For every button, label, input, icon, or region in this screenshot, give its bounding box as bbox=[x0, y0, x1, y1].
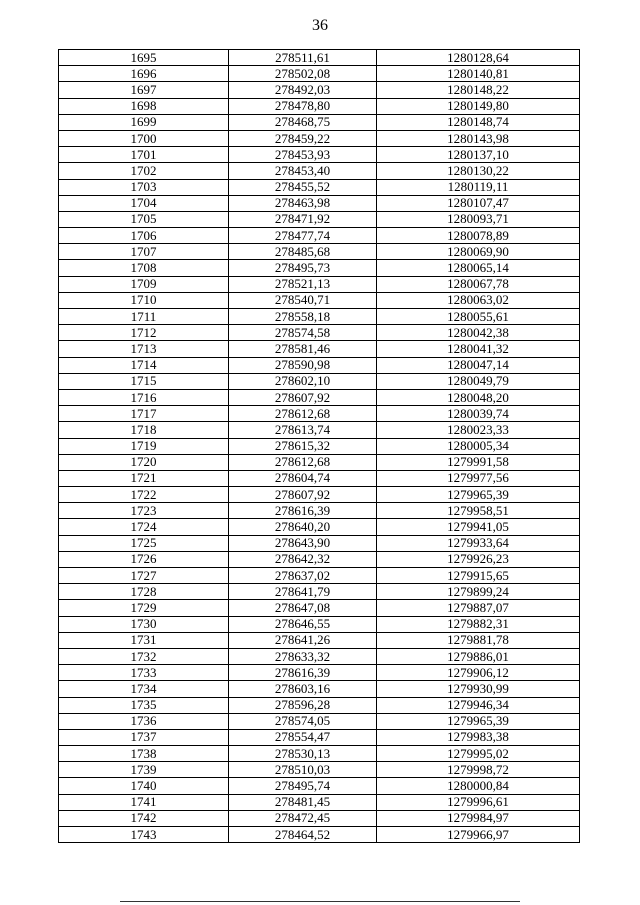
y-coordinate-cell: 1279906,12 bbox=[377, 665, 580, 681]
x-coordinate-cell: 278495,73 bbox=[229, 260, 377, 276]
y-coordinate-cell: 1280119,11 bbox=[377, 179, 580, 195]
x-coordinate-cell: 278459,22 bbox=[229, 130, 377, 146]
y-coordinate-cell: 1279965,39 bbox=[377, 487, 580, 503]
point-number-cell: 1704 bbox=[59, 195, 229, 211]
point-number-cell: 1700 bbox=[59, 130, 229, 146]
y-coordinate-cell: 1279946,34 bbox=[377, 697, 580, 713]
table-row bbox=[59, 82, 580, 98]
table-row bbox=[59, 535, 580, 551]
point-number-cell: 1718 bbox=[59, 422, 229, 438]
table-row bbox=[59, 568, 580, 584]
point-number-cell: 1711 bbox=[59, 309, 229, 325]
table-row bbox=[59, 681, 580, 697]
y-coordinate-cell: 1280078,89 bbox=[377, 228, 580, 244]
x-coordinate-cell: 278574,58 bbox=[229, 325, 377, 341]
y-coordinate-cell: 1280143,98 bbox=[377, 130, 580, 146]
x-coordinate-cell: 278613,74 bbox=[229, 422, 377, 438]
point-number-cell: 1734 bbox=[59, 681, 229, 697]
x-coordinate-cell: 278581,46 bbox=[229, 341, 377, 357]
point-number-cell: 1714 bbox=[59, 357, 229, 373]
x-coordinate-cell: 278495,74 bbox=[229, 778, 377, 794]
point-number-cell: 1695 bbox=[59, 50, 229, 66]
table-row bbox=[59, 66, 580, 82]
point-number-cell: 1729 bbox=[59, 600, 229, 616]
y-coordinate-cell: 1280005,34 bbox=[377, 438, 580, 454]
table-row bbox=[59, 746, 580, 762]
x-coordinate-cell: 278477,74 bbox=[229, 228, 377, 244]
y-coordinate-cell: 1279915,65 bbox=[377, 568, 580, 584]
table-row bbox=[59, 50, 580, 66]
table-row bbox=[59, 794, 580, 810]
y-coordinate-cell: 1280055,61 bbox=[377, 309, 580, 325]
x-coordinate-cell: 278502,08 bbox=[229, 66, 377, 82]
x-coordinate-cell: 278472,45 bbox=[229, 810, 377, 826]
table-row bbox=[59, 357, 580, 373]
y-coordinate-cell: 1280041,32 bbox=[377, 341, 580, 357]
x-coordinate-cell: 278612,68 bbox=[229, 454, 377, 470]
page-number: 36 bbox=[312, 17, 328, 34]
point-number-cell: 1710 bbox=[59, 292, 229, 308]
point-number-cell: 1738 bbox=[59, 746, 229, 762]
y-coordinate-cell: 1279941,05 bbox=[377, 519, 580, 535]
table-row bbox=[59, 729, 580, 745]
y-coordinate-cell: 1280069,90 bbox=[377, 244, 580, 260]
y-coordinate-cell: 1280047,14 bbox=[377, 357, 580, 373]
point-number-cell: 1736 bbox=[59, 713, 229, 729]
x-coordinate-cell: 278637,02 bbox=[229, 568, 377, 584]
y-coordinate-cell: 1280148,74 bbox=[377, 114, 580, 130]
point-number-cell: 1732 bbox=[59, 648, 229, 664]
point-number-cell: 1717 bbox=[59, 406, 229, 422]
y-coordinate-cell: 1280065,14 bbox=[377, 260, 580, 276]
point-number-cell: 1741 bbox=[59, 794, 229, 810]
table-row bbox=[59, 665, 580, 681]
y-coordinate-cell: 1279984,97 bbox=[377, 810, 580, 826]
table-row bbox=[59, 130, 580, 146]
x-coordinate-cell: 278485,68 bbox=[229, 244, 377, 260]
x-coordinate-cell: 278455,52 bbox=[229, 179, 377, 195]
y-coordinate-cell: 1279965,39 bbox=[377, 713, 580, 729]
table-row bbox=[59, 325, 580, 341]
table-body bbox=[59, 50, 580, 843]
table-row bbox=[59, 147, 580, 163]
x-coordinate-cell: 278647,08 bbox=[229, 600, 377, 616]
x-coordinate-cell: 278574,05 bbox=[229, 713, 377, 729]
table-row bbox=[59, 778, 580, 794]
table-row bbox=[59, 195, 580, 211]
point-number-cell: 1702 bbox=[59, 163, 229, 179]
y-coordinate-cell: 1280128,64 bbox=[377, 50, 580, 66]
y-coordinate-cell: 1279887,07 bbox=[377, 600, 580, 616]
table-row bbox=[59, 341, 580, 357]
y-coordinate-cell: 1279930,99 bbox=[377, 681, 580, 697]
x-coordinate-cell: 278641,26 bbox=[229, 632, 377, 648]
y-coordinate-cell: 1279996,61 bbox=[377, 794, 580, 810]
point-number-cell: 1726 bbox=[59, 551, 229, 567]
y-coordinate-cell: 1279899,24 bbox=[377, 584, 580, 600]
point-number-cell: 1719 bbox=[59, 438, 229, 454]
point-number-cell: 1716 bbox=[59, 389, 229, 405]
y-coordinate-cell: 1279882,31 bbox=[377, 616, 580, 632]
point-number-cell: 1696 bbox=[59, 66, 229, 82]
point-number-cell: 1739 bbox=[59, 762, 229, 778]
point-number-cell: 1733 bbox=[59, 665, 229, 681]
x-coordinate-cell: 278478,80 bbox=[229, 98, 377, 114]
y-coordinate-cell: 1279886,01 bbox=[377, 648, 580, 664]
y-coordinate-cell: 1280093,71 bbox=[377, 211, 580, 227]
point-number-cell: 1707 bbox=[59, 244, 229, 260]
point-number-cell: 1699 bbox=[59, 114, 229, 130]
table-row bbox=[59, 713, 580, 729]
table-row bbox=[59, 373, 580, 389]
point-number-cell: 1724 bbox=[59, 519, 229, 535]
table-row bbox=[59, 276, 580, 292]
table-row bbox=[59, 487, 580, 503]
x-coordinate-cell: 278453,40 bbox=[229, 163, 377, 179]
point-number-cell: 1730 bbox=[59, 616, 229, 632]
x-coordinate-cell: 278633,32 bbox=[229, 648, 377, 664]
point-number-cell: 1720 bbox=[59, 454, 229, 470]
x-coordinate-cell: 278492,03 bbox=[229, 82, 377, 98]
table-row bbox=[59, 454, 580, 470]
point-number-cell: 1731 bbox=[59, 632, 229, 648]
x-coordinate-cell: 278641,79 bbox=[229, 584, 377, 600]
table-row bbox=[59, 114, 580, 130]
x-coordinate-cell: 278530,13 bbox=[229, 746, 377, 762]
y-coordinate-cell: 1279881,78 bbox=[377, 632, 580, 648]
y-coordinate-cell: 1280039,74 bbox=[377, 406, 580, 422]
y-coordinate-cell: 1279998,72 bbox=[377, 762, 580, 778]
y-coordinate-cell: 1279926,23 bbox=[377, 551, 580, 567]
table-row bbox=[59, 98, 580, 114]
table-row bbox=[59, 827, 580, 843]
x-coordinate-cell: 278558,18 bbox=[229, 309, 377, 325]
table-row bbox=[59, 616, 580, 632]
x-coordinate-cell: 278510,03 bbox=[229, 762, 377, 778]
y-coordinate-cell: 1280063,02 bbox=[377, 292, 580, 308]
x-coordinate-cell: 278468,75 bbox=[229, 114, 377, 130]
point-number-cell: 1722 bbox=[59, 487, 229, 503]
x-coordinate-cell: 278453,93 bbox=[229, 147, 377, 163]
y-coordinate-cell: 1280130,22 bbox=[377, 163, 580, 179]
x-coordinate-cell: 278616,39 bbox=[229, 503, 377, 519]
table-row bbox=[59, 389, 580, 405]
table-row bbox=[59, 697, 580, 713]
point-number-cell: 1737 bbox=[59, 729, 229, 745]
point-number-cell: 1705 bbox=[59, 211, 229, 227]
point-number-cell: 1697 bbox=[59, 82, 229, 98]
point-number-cell: 1698 bbox=[59, 98, 229, 114]
x-coordinate-cell: 278643,90 bbox=[229, 535, 377, 551]
point-number-cell: 1728 bbox=[59, 584, 229, 600]
x-coordinate-cell: 278603,16 bbox=[229, 681, 377, 697]
point-number-cell: 1701 bbox=[59, 147, 229, 163]
table-row bbox=[59, 551, 580, 567]
y-coordinate-cell: 1280049,79 bbox=[377, 373, 580, 389]
table-row bbox=[59, 211, 580, 227]
y-coordinate-cell: 1280137,10 bbox=[377, 147, 580, 163]
table-row bbox=[59, 228, 580, 244]
x-coordinate-cell: 278646,55 bbox=[229, 616, 377, 632]
table-row bbox=[59, 503, 580, 519]
y-coordinate-cell: 1279958,51 bbox=[377, 503, 580, 519]
table-row bbox=[59, 422, 580, 438]
x-coordinate-cell: 278590,98 bbox=[229, 357, 377, 373]
x-coordinate-cell: 278521,13 bbox=[229, 276, 377, 292]
table-row bbox=[59, 179, 580, 195]
y-coordinate-cell: 1280148,22 bbox=[377, 82, 580, 98]
x-coordinate-cell: 278464,52 bbox=[229, 827, 377, 843]
x-coordinate-cell: 278607,92 bbox=[229, 487, 377, 503]
x-coordinate-cell: 278640,20 bbox=[229, 519, 377, 535]
x-coordinate-cell: 278615,32 bbox=[229, 438, 377, 454]
table-row bbox=[59, 632, 580, 648]
x-coordinate-cell: 278616,39 bbox=[229, 665, 377, 681]
x-coordinate-cell: 278612,68 bbox=[229, 406, 377, 422]
point-number-cell: 1703 bbox=[59, 179, 229, 195]
y-coordinate-cell: 1279995,02 bbox=[377, 746, 580, 762]
table-row bbox=[59, 648, 580, 664]
y-coordinate-cell: 1280023,33 bbox=[377, 422, 580, 438]
point-number-cell: 1706 bbox=[59, 228, 229, 244]
point-number-cell: 1740 bbox=[59, 778, 229, 794]
point-number-cell: 1735 bbox=[59, 697, 229, 713]
point-number-cell: 1708 bbox=[59, 260, 229, 276]
x-coordinate-cell: 278596,28 bbox=[229, 697, 377, 713]
y-coordinate-cell: 1279983,38 bbox=[377, 729, 580, 745]
y-coordinate-cell: 1280107,47 bbox=[377, 195, 580, 211]
x-coordinate-cell: 278540,71 bbox=[229, 292, 377, 308]
y-coordinate-cell: 1280042,38 bbox=[377, 325, 580, 341]
table-row bbox=[59, 438, 580, 454]
table-row bbox=[59, 600, 580, 616]
point-number-cell: 1709 bbox=[59, 276, 229, 292]
y-coordinate-cell: 1280048,20 bbox=[377, 389, 580, 405]
x-coordinate-cell: 278481,45 bbox=[229, 794, 377, 810]
point-number-cell: 1713 bbox=[59, 341, 229, 357]
x-coordinate-cell: 278463,98 bbox=[229, 195, 377, 211]
x-coordinate-cell: 278607,92 bbox=[229, 389, 377, 405]
table-row bbox=[59, 762, 580, 778]
point-number-cell: 1712 bbox=[59, 325, 229, 341]
table-row bbox=[59, 519, 580, 535]
y-coordinate-cell: 1280067,78 bbox=[377, 276, 580, 292]
table-row bbox=[59, 309, 580, 325]
y-coordinate-cell: 1279933,64 bbox=[377, 535, 580, 551]
x-coordinate-cell: 278604,74 bbox=[229, 470, 377, 486]
y-coordinate-cell: 1279991,58 bbox=[377, 454, 580, 470]
x-coordinate-cell: 278471,92 bbox=[229, 211, 377, 227]
bottom-rule bbox=[120, 901, 520, 902]
point-number-cell: 1727 bbox=[59, 568, 229, 584]
y-coordinate-cell: 1279977,56 bbox=[377, 470, 580, 486]
table-row bbox=[59, 244, 580, 260]
table-row bbox=[59, 163, 580, 179]
y-coordinate-cell: 1280000,84 bbox=[377, 778, 580, 794]
point-number-cell: 1723 bbox=[59, 503, 229, 519]
table-row bbox=[59, 584, 580, 600]
x-coordinate-cell: 278554,47 bbox=[229, 729, 377, 745]
table-row bbox=[59, 292, 580, 308]
point-number-cell: 1721 bbox=[59, 470, 229, 486]
y-coordinate-cell: 1279966,97 bbox=[377, 827, 580, 843]
point-number-cell: 1715 bbox=[59, 373, 229, 389]
y-coordinate-cell: 1280149,80 bbox=[377, 98, 580, 114]
table-row bbox=[59, 406, 580, 422]
x-coordinate-cell: 278602,10 bbox=[229, 373, 377, 389]
coordinates-table bbox=[58, 49, 580, 843]
table-row bbox=[59, 260, 580, 276]
y-coordinate-cell: 1280140,81 bbox=[377, 66, 580, 82]
point-number-cell: 1743 bbox=[59, 827, 229, 843]
table-row bbox=[59, 810, 580, 826]
x-coordinate-cell: 278511,61 bbox=[229, 50, 377, 66]
x-coordinate-cell: 278642,32 bbox=[229, 551, 377, 567]
point-number-cell: 1725 bbox=[59, 535, 229, 551]
point-number-cell: 1742 bbox=[59, 810, 229, 826]
table-row bbox=[59, 470, 580, 486]
